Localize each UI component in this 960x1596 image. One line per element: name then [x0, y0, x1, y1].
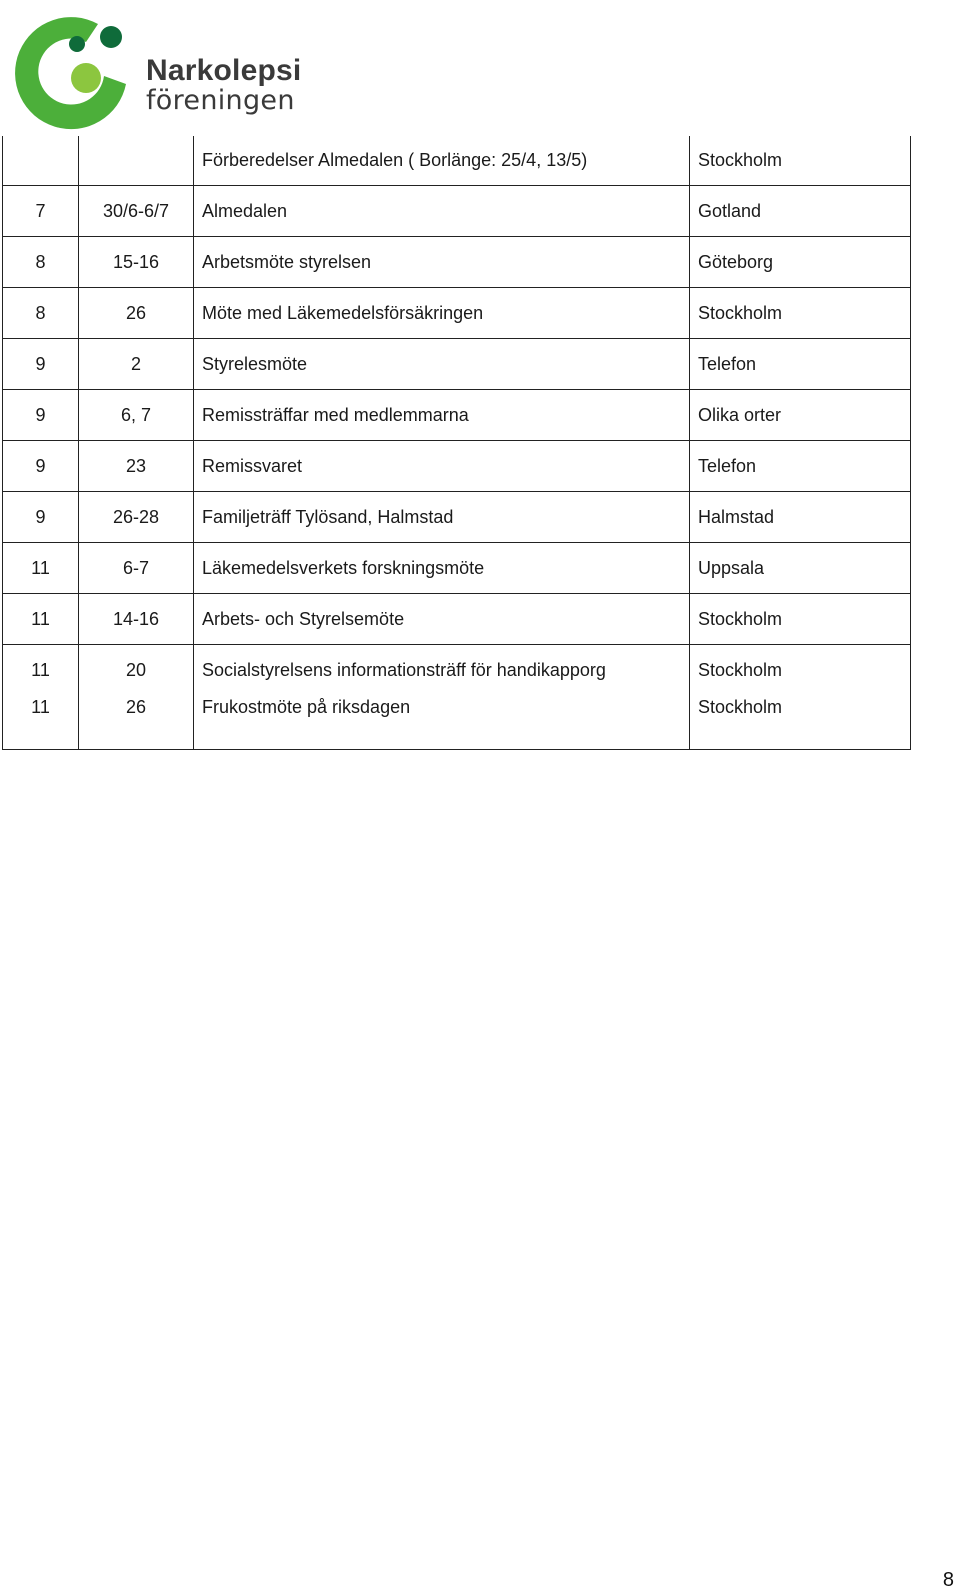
cell-month: 9: [3, 390, 79, 441]
cell-month: 9: [3, 492, 79, 543]
cell-month: 11: [3, 543, 79, 594]
cell-date: 30/6-6/7: [79, 186, 194, 237]
cell-event: Styrelesmöte: [194, 339, 690, 390]
cell-place: Halmstad: [690, 492, 911, 543]
cell-month: 11: [3, 695, 79, 750]
cell-place: Olika orter: [690, 390, 911, 441]
cell-place: Stockholm: [690, 695, 911, 750]
cell-date: 26-28: [79, 492, 194, 543]
cell-date: 26: [79, 695, 194, 750]
cell-place: Stockholm: [690, 645, 911, 696]
table-row: [3, 288, 911, 339]
narkolepsi-logo: [4, 2, 302, 130]
cell-event: Familjeträff Tylösand, Halmstad: [194, 492, 690, 543]
cell-event: Socialstyrelsens informationsträff för handikapporg: [194, 645, 690, 696]
cell-date: 14-16: [79, 594, 194, 645]
table-row: [3, 492, 911, 543]
cell-month: 9: [3, 441, 79, 492]
cell-month: 11: [3, 645, 79, 696]
cell-event: Arbets- och Styrelsemöte: [194, 594, 690, 645]
logo-line-1: Narkolepsi: [146, 54, 302, 87]
cell-event: Remissvaret: [194, 441, 690, 492]
logo-dot-small: [69, 36, 85, 52]
cell-place: Gotland: [690, 186, 911, 237]
table-row: [3, 390, 911, 441]
table-row: [3, 594, 911, 645]
cell-place: Göteborg: [690, 237, 911, 288]
table-row: [3, 645, 911, 696]
cell-date: 15-16: [79, 237, 194, 288]
cell-event: Läkemedelsverkets forskningsmöte: [194, 543, 690, 594]
cell-month: 11: [3, 594, 79, 645]
cell-month: 8: [3, 288, 79, 339]
table-row: [3, 237, 911, 288]
table-row: [3, 339, 911, 390]
cell-event: Möte med Läkemedelsförsäkringen: [194, 288, 690, 339]
cell-date: 26: [79, 288, 194, 339]
logo-dot-large: [71, 63, 101, 93]
table-row: [3, 186, 911, 237]
cell-month: 9: [3, 339, 79, 390]
schedule-table: [2, 136, 911, 750]
cell-event: Frukostmöte på riksdagen: [194, 695, 690, 750]
logo-mark-icon: [4, 2, 144, 130]
cell-date: 23: [79, 441, 194, 492]
table-row: [3, 695, 911, 750]
logo-line-2: föreningen: [146, 85, 295, 116]
cell-place: Telefon: [690, 339, 911, 390]
cell-date: 6, 7: [79, 390, 194, 441]
logo-dot-medium: [100, 26, 122, 48]
cell-event: Remissträffar med medlemmarna: [194, 390, 690, 441]
cell-date: [79, 136, 194, 186]
page-number: 8: [942, 1569, 954, 1591]
cell-date: 6-7: [79, 543, 194, 594]
cell-place: Stockholm: [690, 594, 911, 645]
cell-place: Telefon: [690, 441, 911, 492]
table-row: [3, 441, 911, 492]
table-row: [3, 136, 911, 186]
cell-month: [3, 136, 79, 186]
cell-month: 7: [3, 186, 79, 237]
cell-place: Stockholm: [690, 288, 911, 339]
cell-month: 8: [3, 237, 79, 288]
table-row: [3, 543, 911, 594]
cell-event: Arbetsmöte styrelsen: [194, 237, 690, 288]
cell-date: 2: [79, 339, 194, 390]
cell-date: 20: [79, 645, 194, 696]
cell-event: Förberedelser Almedalen ( Borlänge: 25/4, 13/5): [194, 136, 690, 186]
logo-wordmark: [146, 56, 301, 114]
cell-place: Stockholm: [690, 136, 911, 186]
cell-place: Uppsala: [690, 543, 911, 594]
cell-event: Almedalen: [194, 186, 690, 237]
